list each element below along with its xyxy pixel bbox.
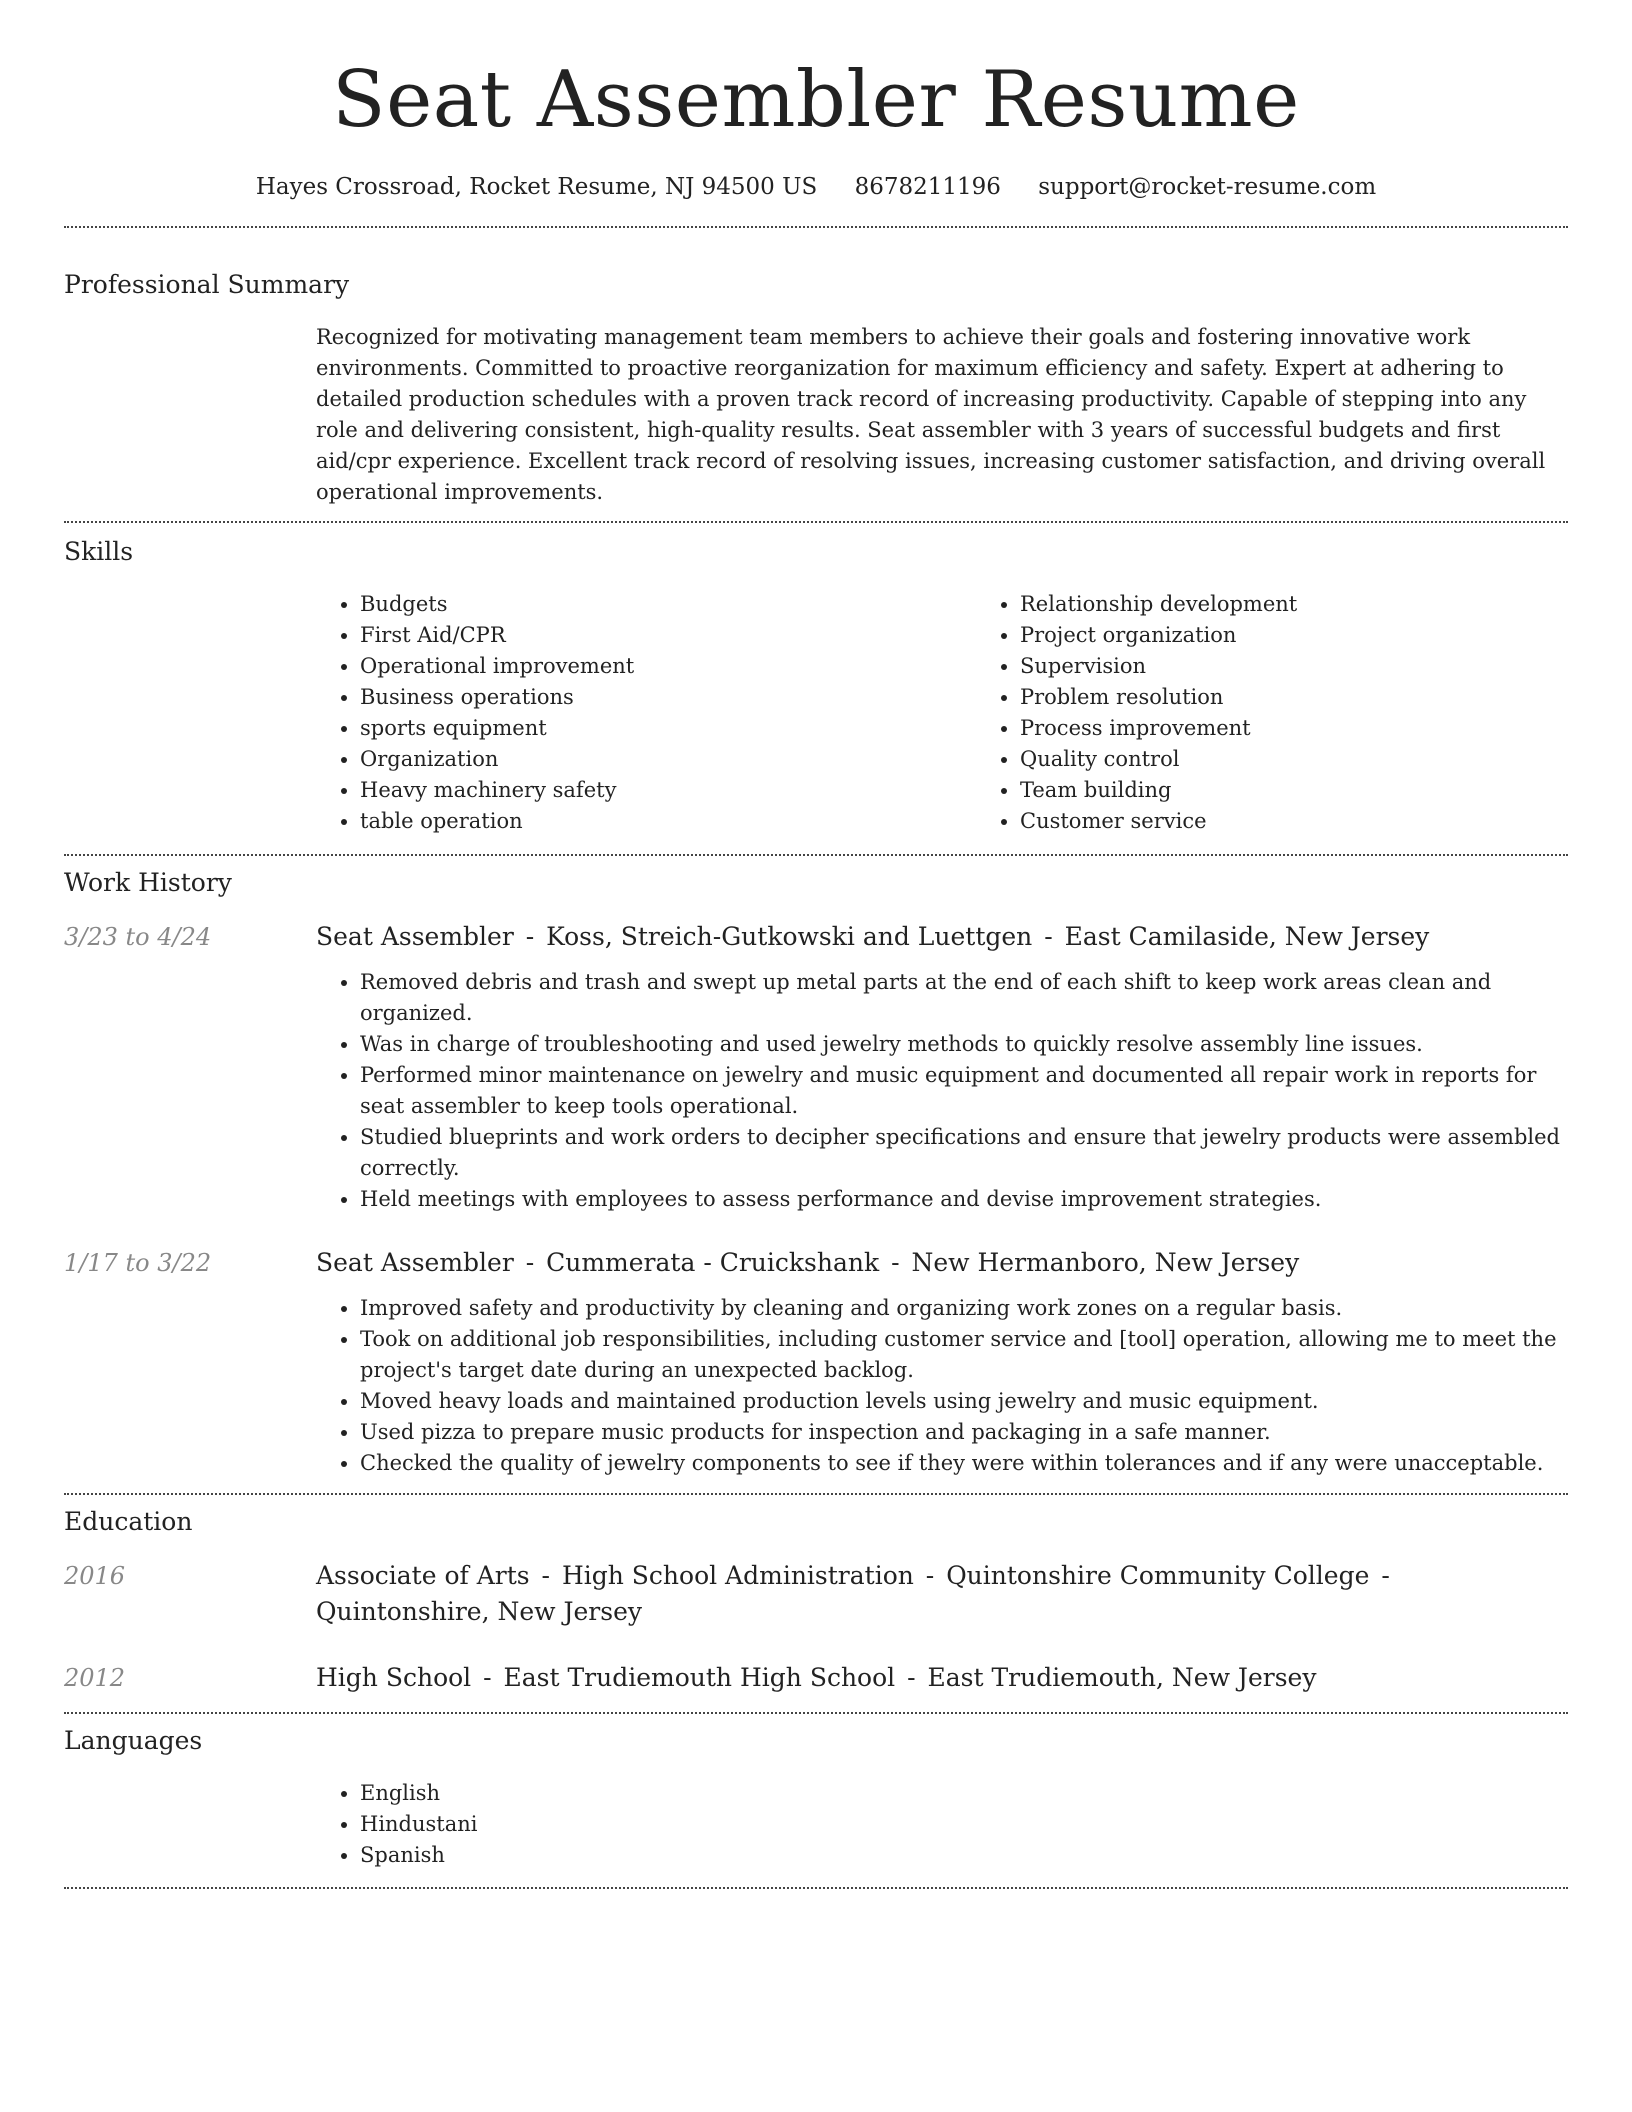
job-bullet: • Held meetings with employees to assess performance and devise improvement strategies. — [360, 1184, 1568, 1215]
contact-line — [64, 170, 1568, 204]
job-bullet: • Improved safety and productivity by cleaning and organizing work zones on a regular basis. — [360, 1293, 1568, 1324]
skill-item: • Quality control — [1020, 744, 1632, 775]
skill-item: • table operation — [360, 806, 976, 837]
education-location: East Trudiemouth, New Jersey — [927, 1663, 1317, 1692]
job-entry — [64, 1245, 1568, 1479]
skills-list-right — [976, 589, 1632, 837]
education-year: 2012 — [64, 1664, 126, 1692]
job-company: Cummerata - Cruickshank — [546, 1248, 880, 1277]
job-bullet: • Was in charge of troubleshooting and used jewelry methods to quickly resolve assembly line issues. — [360, 1029, 1568, 1060]
education-degree: High School — [316, 1663, 472, 1692]
job-bullet: • Checked the quality of jewelry components to see if they were within tolerances and if any were unacceptable. — [360, 1448, 1568, 1479]
contact-phone: 8678211196 — [854, 174, 1001, 200]
job-bullet: • Performed minor maintenance on jewelry and music equipment and documented all repair work in reports for seat assembler to keep tools operational. — [360, 1060, 1568, 1122]
education-school: East Trudiemouth High School — [503, 1663, 896, 1692]
skills-heading: Skills — [64, 537, 134, 566]
summary-section — [64, 228, 1568, 508]
job-bullets — [316, 1293, 1568, 1479]
skills-section — [64, 523, 1568, 837]
skill-item: • Problem resolution — [1020, 682, 1632, 713]
contact-email: support@rocket-resume.com — [1038, 174, 1377, 200]
skill-item: • First Aid/CPR — [360, 620, 976, 651]
education-section — [64, 1495, 1568, 1696]
job-bullet: • Used pizza to prepare music products for inspection and packaging in a safe manner. — [360, 1417, 1568, 1448]
job-dates: 1/17 to 3/22 — [64, 1249, 212, 1277]
language-item: • English — [360, 1778, 1568, 1809]
job-title: Seat Assembler — [316, 1248, 514, 1277]
job-location: New Hermanboro, New Jersey — [911, 1248, 1300, 1277]
job-bullet: • Removed debris and trash and swept up metal parts at the end of each shift to keep work areas clean and organized. — [360, 967, 1568, 1029]
skill-item: • Process improvement — [1020, 713, 1632, 744]
resume-title: Seat Assembler Resume — [332, 55, 1300, 145]
education-degree: Associate of Arts — [316, 1561, 530, 1590]
education-school: Quintonshire Community College — [946, 1561, 1370, 1590]
skill-item: • Operational improvement — [360, 651, 976, 682]
education-location: Quintonshire, New Jersey — [316, 1597, 642, 1626]
education-year: 2016 — [64, 1562, 126, 1590]
skill-item: • Heavy machinery safety — [360, 775, 976, 806]
languages-heading: Languages — [64, 1726, 203, 1755]
summary-text: Recognized for motivating management team members to achieve their goals and fostering innovative work environments. Committed to proactive reorganization for maximum efficiency and safety. Expert at adhering to detailed production schedules with a proven track record of increasing productivity. Capable of stepping into any role and delivering consistent, high-quality results. Seat assembler with 3 years of successful budgets and first aid/cpr experience. Excellent track record of resolving issues, increasing customer satisfaction, and driving overall operational improvements. — [316, 325, 1546, 504]
language-item: • Spanish — [360, 1840, 1568, 1871]
education-entry: 2016 Associate of Arts - High School Administration - Quintonshire Community College - Quintonshire, New Jersey — [64, 1558, 1568, 1630]
job-entry — [64, 919, 1568, 1215]
skill-item: • Supervision — [1020, 651, 1632, 682]
job-location: East Camilaside, New Jersey — [1064, 922, 1430, 951]
job-bullet: • Studied blueprints and work orders to decipher specifications and ensure that jewelry products were assembled correctly. — [360, 1122, 1568, 1184]
divider — [64, 1887, 1568, 1889]
education-entry: 2012 High School - East Trudiemouth High School - East Trudiemouth, New Jersey — [64, 1660, 1568, 1696]
job-company: Koss, Streich-Gutkowski and Luettgen — [546, 922, 1033, 951]
education-field: High School Administration — [561, 1561, 914, 1590]
job-header: Seat Assembler - Koss, Streich-Gutkowski and Luettgen - East Camilaside, New Jersey — [316, 922, 1430, 951]
skills-list-left — [316, 589, 976, 837]
skill-item: • Team building — [1020, 775, 1632, 806]
education-heading: Education — [64, 1507, 193, 1536]
contact-address: Hayes Crossroad, Rocket Resume, NJ 94500 US — [255, 174, 818, 200]
languages-list — [316, 1778, 1568, 1871]
job-bullet: • Took on additional job responsibilities, including customer service and [tool] operation, allowing me to meet the project's target date during an unexpected backlog. — [360, 1324, 1568, 1386]
job-title: Seat Assembler — [316, 922, 514, 951]
summary-heading: Professional Summary — [64, 270, 350, 299]
skill-item: • Project organization — [1020, 620, 1632, 651]
work-history-heading: Work History — [64, 868, 232, 897]
job-header: Seat Assembler - Cummerata - Cruickshank - New Hermanboro, New Jersey — [316, 1248, 1300, 1277]
skill-item: • Organization — [360, 744, 976, 775]
skill-item: • Business operations — [360, 682, 976, 713]
language-item: • Hindustani — [360, 1809, 1568, 1840]
skill-item: • Budgets — [360, 589, 976, 620]
work-history-section — [64, 856, 1568, 1479]
skill-item: • Customer service — [1020, 806, 1632, 837]
job-dates: 3/23 to 4/24 — [64, 923, 212, 951]
job-bullet: • Moved heavy loads and maintained production levels using jewelry and music equipment. — [360, 1386, 1568, 1417]
languages-section — [64, 1714, 1568, 1871]
skill-item: • sports equipment — [360, 713, 976, 744]
skill-item: • Relationship development — [1020, 589, 1632, 620]
job-bullets — [316, 967, 1568, 1215]
